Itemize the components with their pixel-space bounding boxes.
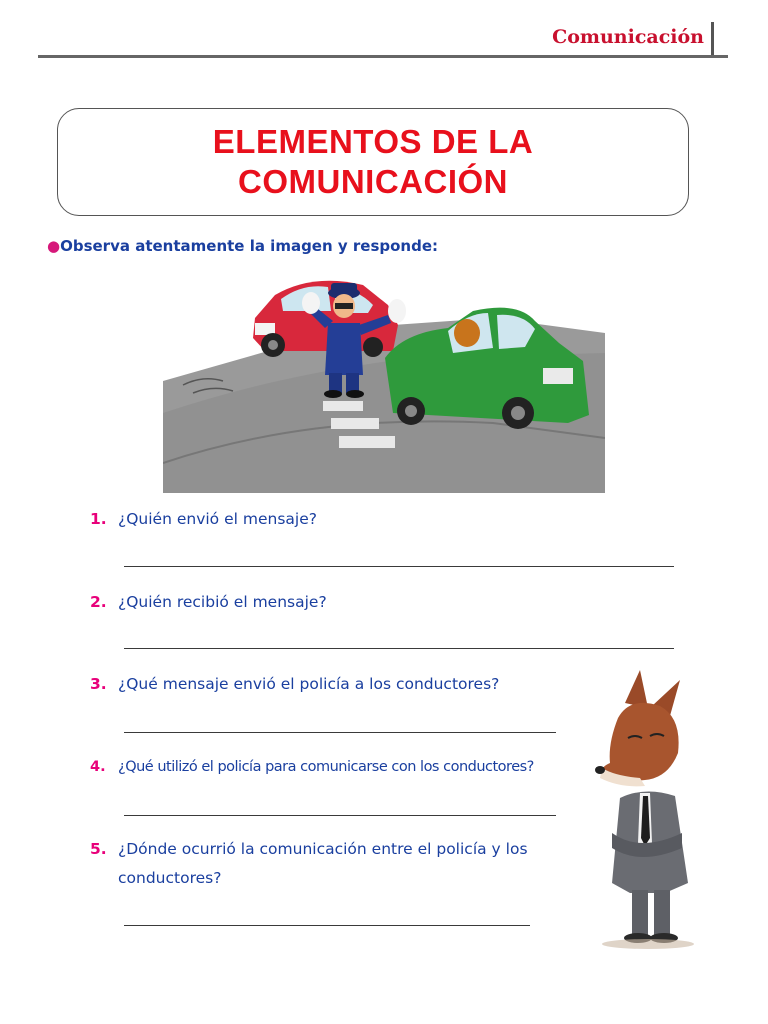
fox-leg [632, 890, 648, 935]
header-divider [711, 22, 714, 58]
instruction [47, 237, 438, 255]
fox-shadow [602, 939, 694, 949]
crosswalk-mark [339, 436, 395, 448]
crosswalk-mark [323, 401, 363, 411]
question-3 [90, 670, 560, 699]
question-text: ¿Dónde ocurrió la comunicación entre el policía y los [118, 840, 528, 858]
answer-line-2[interactable] [124, 648, 674, 649]
question-text: ¿Qué utilizó el policía para comunicarse con los conductores? [118, 759, 534, 775]
question-4 [90, 753, 560, 782]
question-text: ¿Quién envió el mensaje? [118, 510, 317, 528]
question-number: 5. [90, 840, 107, 858]
title-line-1: ELEMENTOS DE LA [212, 123, 534, 160]
question-number: 2. [90, 593, 107, 611]
question-2 [90, 588, 560, 617]
instruction-text: Observa atentamente la imagen y responde: [60, 237, 439, 255]
subject-title: Comunicación [552, 26, 704, 48]
bullet-icon: ● [47, 237, 61, 255]
question-number: 4. [90, 759, 106, 775]
fox-nose [595, 766, 605, 774]
answer-line-3[interactable] [124, 732, 556, 733]
question-text: ¿Qué mensaje envió el policía a los conductores? [118, 675, 500, 693]
question-text-cont: conductores? [118, 869, 222, 887]
fox-ear [625, 670, 648, 708]
fox-character-illustration [590, 668, 700, 953]
header-rule [38, 55, 728, 58]
page-title [213, 122, 533, 202]
question-number: 1. [90, 510, 107, 528]
title-line-2: COMUNICACIÓN [238, 163, 508, 200]
question-number: 3. [90, 675, 107, 693]
answer-line-1[interactable] [124, 566, 674, 567]
crosswalk-mark [331, 418, 379, 429]
traffic-scene-illustration [163, 263, 605, 493]
question-text: ¿Quién recibió el mensaje? [118, 593, 327, 611]
title-box [57, 108, 689, 216]
fox-head [601, 703, 679, 781]
answer-line-4[interactable] [124, 815, 556, 816]
fox-leg [654, 890, 670, 935]
question-5 [90, 835, 570, 893]
answer-line-5[interactable] [124, 925, 530, 926]
question-1 [90, 505, 560, 534]
